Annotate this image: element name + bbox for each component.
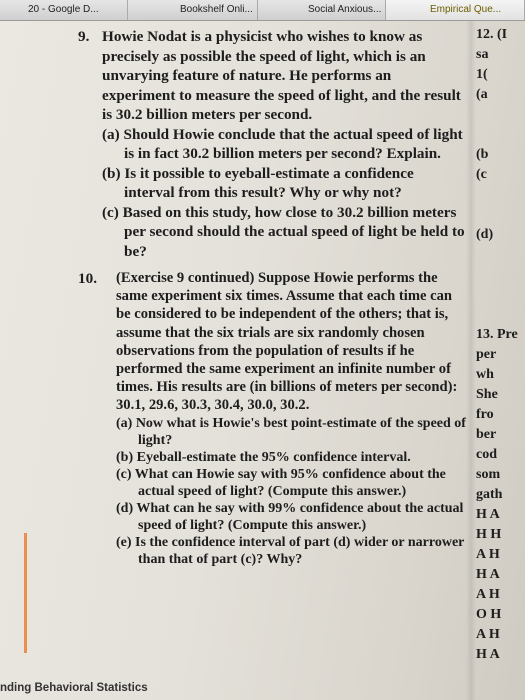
right-line: (a	[476, 87, 488, 102]
right-line	[476, 265, 525, 285]
right-line: A H	[476, 547, 500, 562]
right-line: O H	[476, 607, 502, 622]
right-line	[476, 245, 525, 265]
right-line: (d)	[476, 227, 494, 242]
right-line	[476, 125, 525, 145]
right-line: 12. (I	[476, 27, 508, 42]
page-footer: nding Behavioral Statistics	[0, 682, 148, 694]
exercise-part-d: (d) What can he say with 99% confidence about the actual speed of light? (Compute this answer.)	[116, 500, 464, 533]
right-line	[476, 185, 525, 205]
exercise-number: 10.	[78, 270, 97, 287]
right-line: H A	[476, 507, 500, 522]
exercise-part-b: (b) Is it possible to eyeball-estimate a confidence interval from this result? Why or why not?	[102, 164, 414, 201]
right-line: 1(	[476, 67, 488, 82]
tab-empirical-question[interactable]: Empirical Que...	[386, 0, 525, 20]
exercise-part-e: (e) Is the confidence interval of part (d) wider or narrower than that of part (c)? Why?	[116, 534, 465, 567]
page-fold-shadow	[466, 21, 476, 700]
exercise-text: Howie Nodat is a physicist who wishes to know as precisely as possible the speed of light, which is an unvarying feature of nature. He performs an experiment to measure the speed of light, and the result is 30.2 billion meters per second.	[102, 28, 461, 123]
tab-social-anxious[interactable]: Social Anxious...	[258, 0, 386, 20]
exercise-part-c: (c) Based on this study, how close to 30.2 billion meters per second should the actual speed of light be held to be?	[102, 203, 465, 260]
exercise-number: 9.	[78, 28, 90, 45]
right-line: (b	[476, 147, 489, 162]
right-line	[476, 205, 525, 225]
textbook-page	[0, 21, 525, 700]
left-column	[78, 27, 466, 568]
right-line	[476, 285, 525, 305]
right-line	[476, 305, 525, 325]
right-line: fro	[476, 407, 494, 422]
right-line: cod	[476, 447, 497, 462]
exercise-part-b: (b) Eyeball-estimate the 95% confidence interval.	[116, 449, 411, 465]
right-column-cropped	[476, 25, 525, 665]
right-line: A H	[476, 627, 500, 642]
tab-google-doc[interactable]: 20 - Google D...	[0, 0, 128, 20]
right-line: A H	[476, 587, 500, 602]
exercise-part-c: (c) What can Howie say with 95% confidence about the actual speed of light? (Compute this answer.)	[116, 466, 446, 499]
exercise-part-a: (a) Now what is Howie's best point-estimate of the speed of light?	[116, 415, 466, 448]
right-line: She	[476, 387, 498, 402]
right-line: som	[476, 467, 501, 482]
tab-bookshelf[interactable]: Bookshelf Onli...	[128, 0, 258, 20]
right-line: gath	[476, 487, 503, 502]
right-line: 13. Pre	[476, 327, 518, 342]
margin-highlight-mark	[24, 533, 27, 653]
right-line: ber	[476, 427, 497, 442]
right-line	[476, 105, 525, 125]
right-line: H H	[476, 527, 502, 542]
right-line: wh	[476, 367, 494, 382]
exercise-part-a: (a) Should Howie conclude that the actual speed of light is in fact 30.2 billion meters per second? Explain.	[102, 125, 463, 162]
right-line: sa	[476, 47, 489, 62]
exercise-10	[78, 269, 466, 568]
exercise-9	[78, 27, 466, 261]
browser-tab-bar	[0, 0, 525, 21]
right-line: H A	[476, 647, 500, 662]
right-line: per	[476, 347, 497, 362]
right-line: H A	[476, 567, 500, 582]
right-line: (c	[476, 167, 487, 182]
exercise-text: (Exercise 9 continued) Suppose Howie performs the same experiment six times. Assume that each time can be considered to be independent of the others; that is, assume that the six trials are six randomly chosen observations from the population of results if he performed the same experiment an infinite number of times. His results are (in billions of meters per second): 30.1, 29.6, 30.3, 30.4, 30.0, 30.2.	[116, 270, 458, 414]
